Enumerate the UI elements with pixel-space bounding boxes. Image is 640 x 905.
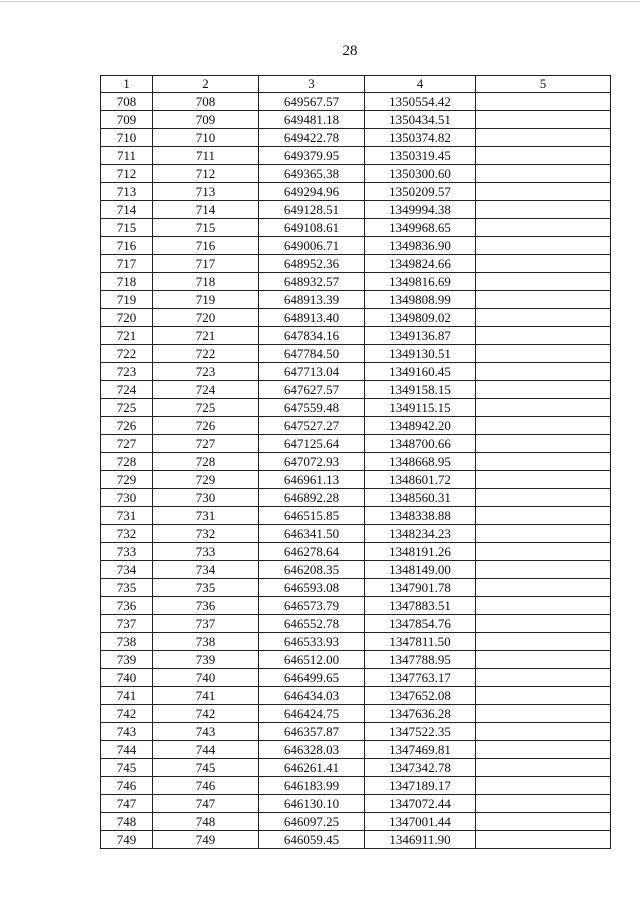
y-coordinate-cell: 1347763.17	[365, 669, 476, 687]
y-coordinate-cell: 1349836.90	[365, 237, 476, 255]
y-coordinate-cell: 1346911.90	[365, 831, 476, 849]
table-row	[101, 777, 611, 795]
note-cell	[476, 759, 611, 777]
point-id-cell: 736	[101, 597, 153, 615]
point-id-cell: 716	[101, 237, 153, 255]
y-coordinate-cell: 1349136.87	[365, 327, 476, 345]
table-row	[101, 813, 611, 831]
point-id-cell: 746	[101, 777, 153, 795]
note-cell	[476, 147, 611, 165]
point-id-cell: 735	[101, 579, 153, 597]
x-coordinate-cell: 646892.28	[259, 489, 365, 507]
point-number-cell: 709	[153, 111, 259, 129]
note-cell	[476, 273, 611, 291]
y-coordinate-cell: 1347522.35	[365, 723, 476, 741]
note-cell	[476, 561, 611, 579]
point-number-cell: 734	[153, 561, 259, 579]
column-header-5: 5	[476, 76, 611, 93]
point-id-cell: 740	[101, 669, 153, 687]
x-coordinate-cell: 646261.41	[259, 759, 365, 777]
y-coordinate-cell: 1349809.02	[365, 309, 476, 327]
table-row	[101, 615, 611, 633]
point-id-cell: 711	[101, 147, 153, 165]
table-row	[101, 651, 611, 669]
x-coordinate-cell: 646341.50	[259, 525, 365, 543]
point-id-cell: 714	[101, 201, 153, 219]
point-id-cell: 745	[101, 759, 153, 777]
point-number-cell: 725	[153, 399, 259, 417]
y-coordinate-cell: 1349160.45	[365, 363, 476, 381]
table-row	[101, 489, 611, 507]
point-number-cell: 738	[153, 633, 259, 651]
x-coordinate-cell: 647559.48	[259, 399, 365, 417]
point-id-cell: 732	[101, 525, 153, 543]
y-coordinate-cell: 1347636.28	[365, 705, 476, 723]
note-cell	[476, 309, 611, 327]
point-number-cell: 736	[153, 597, 259, 615]
note-cell	[476, 111, 611, 129]
point-id-cell: 728	[101, 453, 153, 471]
point-number-cell: 724	[153, 381, 259, 399]
note-cell	[476, 615, 611, 633]
point-id-cell: 731	[101, 507, 153, 525]
point-number-cell: 711	[153, 147, 259, 165]
point-id-cell: 744	[101, 741, 153, 759]
note-cell	[476, 705, 611, 723]
x-coordinate-cell: 646097.25	[259, 813, 365, 831]
point-id-cell: 737	[101, 615, 153, 633]
table-row	[101, 129, 611, 147]
note-cell	[476, 525, 611, 543]
note-cell	[476, 507, 611, 525]
point-number-cell: 746	[153, 777, 259, 795]
note-cell	[476, 579, 611, 597]
column-header-4: 4	[365, 76, 476, 93]
point-number-cell: 740	[153, 669, 259, 687]
table-row	[101, 273, 611, 291]
point-id-cell: 749	[101, 831, 153, 849]
page-number: 28	[342, 43, 358, 59]
y-coordinate-cell: 1347469.81	[365, 741, 476, 759]
table-row	[101, 165, 611, 183]
x-coordinate-cell: 646593.08	[259, 579, 365, 597]
y-coordinate-cell: 1347072.44	[365, 795, 476, 813]
point-number-cell: 735	[153, 579, 259, 597]
x-coordinate-cell: 649108.61	[259, 219, 365, 237]
y-coordinate-cell: 1348942.20	[365, 417, 476, 435]
note-cell	[476, 795, 611, 813]
x-coordinate-cell: 646499.65	[259, 669, 365, 687]
point-number-cell: 714	[153, 201, 259, 219]
x-coordinate-cell: 646130.10	[259, 795, 365, 813]
table-row	[101, 453, 611, 471]
note-cell	[476, 777, 611, 795]
x-coordinate-cell: 647713.04	[259, 363, 365, 381]
y-coordinate-cell: 1347883.51	[365, 597, 476, 615]
point-number-cell: 718	[153, 273, 259, 291]
x-coordinate-cell: 646328.03	[259, 741, 365, 759]
note-cell	[476, 201, 611, 219]
note-cell	[476, 597, 611, 615]
y-coordinate-cell: 1348601.72	[365, 471, 476, 489]
y-coordinate-cell: 1347001.44	[365, 813, 476, 831]
note-cell	[476, 327, 611, 345]
x-coordinate-cell: 649481.18	[259, 111, 365, 129]
table-row	[101, 633, 611, 651]
point-number-cell: 729	[153, 471, 259, 489]
point-id-cell: 715	[101, 219, 153, 237]
point-number-cell: 741	[153, 687, 259, 705]
table-row	[101, 471, 611, 489]
page-top-rule	[0, 1, 640, 2]
x-coordinate-cell: 646961.13	[259, 471, 365, 489]
y-coordinate-cell: 1348149.00	[365, 561, 476, 579]
table-row	[101, 381, 611, 399]
y-coordinate-cell: 1349115.15	[365, 399, 476, 417]
note-cell	[476, 291, 611, 309]
point-id-cell: 729	[101, 471, 153, 489]
column-header-3: 3	[259, 76, 365, 93]
x-coordinate-cell: 646434.03	[259, 687, 365, 705]
y-coordinate-cell: 1350434.51	[365, 111, 476, 129]
x-coordinate-cell: 646183.99	[259, 777, 365, 795]
point-id-cell: 726	[101, 417, 153, 435]
point-id-cell: 722	[101, 345, 153, 363]
point-id-cell: 730	[101, 489, 153, 507]
table-row	[101, 327, 611, 345]
point-number-cell: 722	[153, 345, 259, 363]
point-number-cell: 732	[153, 525, 259, 543]
point-number-cell: 712	[153, 165, 259, 183]
x-coordinate-cell: 646515.85	[259, 507, 365, 525]
y-coordinate-cell: 1347901.78	[365, 579, 476, 597]
y-coordinate-cell: 1347788.95	[365, 651, 476, 669]
table-row	[101, 219, 611, 237]
point-id-cell: 742	[101, 705, 153, 723]
table-row	[101, 237, 611, 255]
table-row	[101, 255, 611, 273]
table-row	[101, 543, 611, 561]
y-coordinate-cell: 1348338.88	[365, 507, 476, 525]
point-id-cell: 720	[101, 309, 153, 327]
x-coordinate-cell: 646573.79	[259, 597, 365, 615]
note-cell	[476, 129, 611, 147]
note-cell	[476, 471, 611, 489]
note-cell	[476, 669, 611, 687]
x-coordinate-cell: 649422.78	[259, 129, 365, 147]
y-coordinate-cell: 1350554.42	[365, 93, 476, 111]
x-coordinate-cell: 646357.87	[259, 723, 365, 741]
y-coordinate-cell: 1348234.23	[365, 525, 476, 543]
point-id-cell: 743	[101, 723, 153, 741]
point-number-cell: 742	[153, 705, 259, 723]
y-coordinate-cell: 1347342.78	[365, 759, 476, 777]
point-id-cell: 718	[101, 273, 153, 291]
point-number-cell: 713	[153, 183, 259, 201]
note-cell	[476, 165, 611, 183]
note-cell	[476, 687, 611, 705]
point-number-cell: 737	[153, 615, 259, 633]
point-id-cell: 719	[101, 291, 153, 309]
point-number-cell: 710	[153, 129, 259, 147]
point-number-cell: 745	[153, 759, 259, 777]
table-row	[101, 597, 611, 615]
x-coordinate-cell: 649567.57	[259, 93, 365, 111]
y-coordinate-cell: 1348668.95	[365, 453, 476, 471]
table-body	[101, 93, 611, 849]
y-coordinate-cell: 1348191.26	[365, 543, 476, 561]
table-row	[101, 579, 611, 597]
point-id-cell: 724	[101, 381, 153, 399]
point-number-cell: 731	[153, 507, 259, 525]
y-coordinate-cell: 1347854.76	[365, 615, 476, 633]
x-coordinate-cell: 649294.96	[259, 183, 365, 201]
point-number-cell: 727	[153, 435, 259, 453]
point-id-cell: 713	[101, 183, 153, 201]
point-id-cell: 733	[101, 543, 153, 561]
x-coordinate-cell: 646208.35	[259, 561, 365, 579]
y-coordinate-cell: 1347811.50	[365, 633, 476, 651]
point-number-cell: 721	[153, 327, 259, 345]
table-row	[101, 363, 611, 381]
point-number-cell: 708	[153, 93, 259, 111]
point-number-cell: 739	[153, 651, 259, 669]
note-cell	[476, 543, 611, 561]
point-number-cell: 728	[153, 453, 259, 471]
point-id-cell: 708	[101, 93, 153, 111]
table-row	[101, 795, 611, 813]
y-coordinate-cell: 1348560.31	[365, 489, 476, 507]
note-cell	[476, 813, 611, 831]
note-cell	[476, 399, 611, 417]
table-row	[101, 723, 611, 741]
note-cell	[476, 93, 611, 111]
point-id-cell: 747	[101, 795, 153, 813]
note-cell	[476, 381, 611, 399]
x-coordinate-cell: 647072.93	[259, 453, 365, 471]
table-row	[101, 507, 611, 525]
point-number-cell: 747	[153, 795, 259, 813]
x-coordinate-cell: 647125.64	[259, 435, 365, 453]
table-row	[101, 111, 611, 129]
y-coordinate-cell: 1349968.65	[365, 219, 476, 237]
point-number-cell: 733	[153, 543, 259, 561]
y-coordinate-cell: 1350300.60	[365, 165, 476, 183]
point-id-cell: 739	[101, 651, 153, 669]
note-cell	[476, 723, 611, 741]
table-row	[101, 669, 611, 687]
x-coordinate-cell: 647784.50	[259, 345, 365, 363]
y-coordinate-cell: 1347189.17	[365, 777, 476, 795]
y-coordinate-cell: 1350374.82	[365, 129, 476, 147]
table-row	[101, 291, 611, 309]
x-coordinate-cell: 649379.95	[259, 147, 365, 165]
table-row	[101, 345, 611, 363]
y-coordinate-cell: 1350209.57	[365, 183, 476, 201]
point-id-cell: 723	[101, 363, 153, 381]
table-row	[101, 201, 611, 219]
note-cell	[476, 435, 611, 453]
point-number-cell: 748	[153, 813, 259, 831]
table-row	[101, 183, 611, 201]
x-coordinate-cell: 646552.78	[259, 615, 365, 633]
point-number-cell: 720	[153, 309, 259, 327]
point-id-cell: 725	[101, 399, 153, 417]
table-row	[101, 561, 611, 579]
y-coordinate-cell: 1349994.38	[365, 201, 476, 219]
y-coordinate-cell: 1350319.45	[365, 147, 476, 165]
point-number-cell: 730	[153, 489, 259, 507]
x-coordinate-cell: 649128.51	[259, 201, 365, 219]
point-id-cell: 717	[101, 255, 153, 273]
point-id-cell: 721	[101, 327, 153, 345]
x-coordinate-cell: 648913.40	[259, 309, 365, 327]
y-coordinate-cell: 1349130.51	[365, 345, 476, 363]
table-row	[101, 417, 611, 435]
table-row	[101, 309, 611, 327]
x-coordinate-cell: 647627.57	[259, 381, 365, 399]
table-row	[101, 93, 611, 111]
x-coordinate-cell: 646059.45	[259, 831, 365, 849]
point-number-cell: 715	[153, 219, 259, 237]
note-cell	[476, 633, 611, 651]
point-number-cell: 717	[153, 255, 259, 273]
point-id-cell: 710	[101, 129, 153, 147]
table-row	[101, 525, 611, 543]
x-coordinate-cell: 649006.71	[259, 237, 365, 255]
note-cell	[476, 219, 611, 237]
table-row	[101, 741, 611, 759]
y-coordinate-cell: 1349824.66	[365, 255, 476, 273]
coordinates-table	[100, 75, 611, 849]
point-id-cell: 748	[101, 813, 153, 831]
note-cell	[476, 237, 611, 255]
y-coordinate-cell: 1347652.08	[365, 687, 476, 705]
table-row	[101, 435, 611, 453]
x-coordinate-cell: 648952.36	[259, 255, 365, 273]
point-number-cell: 723	[153, 363, 259, 381]
table-row	[101, 759, 611, 777]
table-header	[101, 76, 611, 93]
x-coordinate-cell: 647834.16	[259, 327, 365, 345]
note-cell	[476, 345, 611, 363]
column-header-2: 2	[153, 76, 259, 93]
x-coordinate-cell: 648932.57	[259, 273, 365, 291]
point-number-cell: 743	[153, 723, 259, 741]
note-cell	[476, 741, 611, 759]
note-cell	[476, 417, 611, 435]
y-coordinate-cell: 1348700.66	[365, 435, 476, 453]
point-id-cell: 738	[101, 633, 153, 651]
point-id-cell: 712	[101, 165, 153, 183]
point-number-cell: 726	[153, 417, 259, 435]
point-number-cell: 719	[153, 291, 259, 309]
x-coordinate-cell: 646424.75	[259, 705, 365, 723]
y-coordinate-cell: 1349808.99	[365, 291, 476, 309]
x-coordinate-cell: 649365.38	[259, 165, 365, 183]
x-coordinate-cell: 646533.93	[259, 633, 365, 651]
table-row	[101, 831, 611, 849]
point-number-cell: 744	[153, 741, 259, 759]
point-number-cell: 716	[153, 237, 259, 255]
y-coordinate-cell: 1349816.69	[365, 273, 476, 291]
point-id-cell: 734	[101, 561, 153, 579]
table-row	[101, 705, 611, 723]
header-row	[101, 76, 611, 93]
note-cell	[476, 183, 611, 201]
table-row	[101, 147, 611, 165]
point-id-cell: 741	[101, 687, 153, 705]
note-cell	[476, 489, 611, 507]
point-id-cell: 709	[101, 111, 153, 129]
point-number-cell: 749	[153, 831, 259, 849]
x-coordinate-cell: 647527.27	[259, 417, 365, 435]
table-row	[101, 687, 611, 705]
column-header-1: 1	[101, 76, 153, 93]
note-cell	[476, 453, 611, 471]
note-cell	[476, 831, 611, 849]
note-cell	[476, 363, 611, 381]
x-coordinate-cell: 648913.39	[259, 291, 365, 309]
note-cell	[476, 255, 611, 273]
table-row	[101, 399, 611, 417]
note-cell	[476, 651, 611, 669]
x-coordinate-cell: 646512.00	[259, 651, 365, 669]
y-coordinate-cell: 1349158.15	[365, 381, 476, 399]
point-id-cell: 727	[101, 435, 153, 453]
x-coordinate-cell: 646278.64	[259, 543, 365, 561]
